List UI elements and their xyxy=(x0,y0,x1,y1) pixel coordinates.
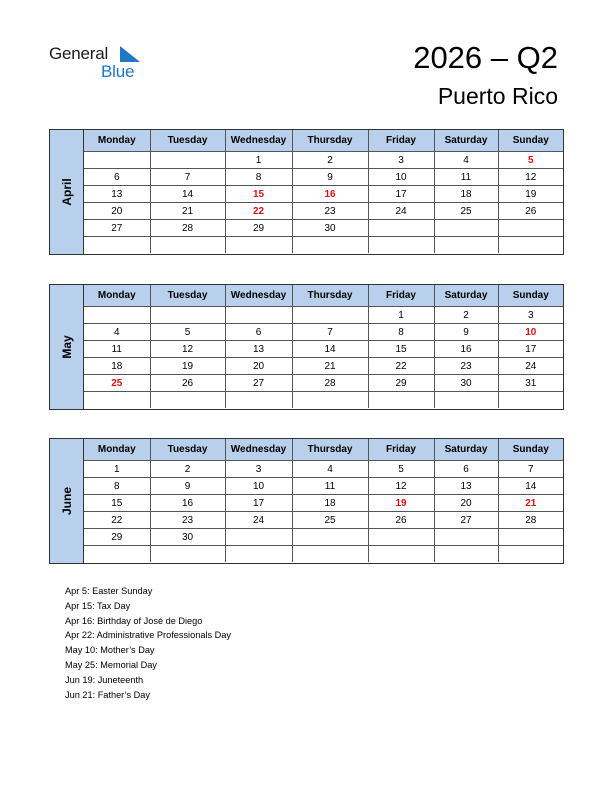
logo-general: General xyxy=(49,44,109,63)
day-cell: 20 xyxy=(225,358,292,375)
week-row xyxy=(84,358,563,375)
day-cell: 9 xyxy=(292,169,368,186)
day-cell: 25 xyxy=(434,203,498,220)
day-cell: 14 xyxy=(150,186,225,203)
weekday-header: Monday xyxy=(84,130,150,152)
day-cell: 4 xyxy=(434,152,498,169)
day-cell: 10 xyxy=(225,478,292,495)
week-row xyxy=(84,324,563,341)
day-cell: 2 xyxy=(434,307,498,324)
day-cell xyxy=(292,529,368,546)
day-cell: 9 xyxy=(434,324,498,341)
day-cell: 5 xyxy=(368,461,434,478)
holiday-item: Apr 5: Easter Sunday xyxy=(65,586,153,596)
day-cell: 27 xyxy=(225,375,292,392)
week-row xyxy=(84,152,563,169)
day-cell: 7 xyxy=(498,461,563,478)
day-cell xyxy=(434,220,498,237)
month-name: May xyxy=(60,335,74,359)
day-cell: 19 xyxy=(150,358,225,375)
day-cell: 1 xyxy=(225,152,292,169)
day-cell xyxy=(225,392,292,409)
day-cell: 2 xyxy=(150,461,225,478)
country-name: Puerto Rico xyxy=(437,83,558,109)
day-cell xyxy=(292,546,368,563)
week-row xyxy=(84,478,563,495)
month-label-column xyxy=(50,285,84,409)
day-cell: 31 xyxy=(498,375,563,392)
weekday-header: Tuesday xyxy=(150,130,225,152)
month-label-column xyxy=(50,130,84,254)
day-cell: 20 xyxy=(84,203,150,220)
day-cell: 29 xyxy=(225,220,292,237)
day-cell xyxy=(84,152,150,169)
weekday-header: Wednesday xyxy=(225,285,292,307)
day-cell: 6 xyxy=(84,169,150,186)
holiday-item: Jun 19: Juneteenth xyxy=(65,674,144,685)
day-cell xyxy=(434,392,498,409)
week-row xyxy=(84,237,563,254)
day-cell: 27 xyxy=(84,220,150,237)
day-cell: 21 xyxy=(498,495,563,512)
day-cell: 22 xyxy=(368,358,434,375)
day-cell: 17 xyxy=(225,495,292,512)
weekday-header: Friday xyxy=(368,439,434,461)
weekday-header: Saturday xyxy=(434,130,498,152)
day-cell xyxy=(292,307,368,324)
day-cell: 15 xyxy=(84,495,150,512)
logo-blue: Blue xyxy=(101,62,135,81)
weekday-header: Saturday xyxy=(434,439,498,461)
week-row xyxy=(84,375,563,392)
holiday-item: May 25: Memorial Day xyxy=(65,659,157,670)
day-cell: 9 xyxy=(150,478,225,495)
day-cell xyxy=(150,546,225,563)
month-calendar xyxy=(49,284,564,410)
day-cell: 29 xyxy=(84,529,150,546)
day-cell: 13 xyxy=(434,478,498,495)
day-cell: 26 xyxy=(368,512,434,529)
page-title: 2026 – Q2 xyxy=(413,40,558,75)
day-cell xyxy=(225,529,292,546)
month-grid xyxy=(84,439,563,562)
day-cell: 10 xyxy=(498,324,563,341)
day-cell: 15 xyxy=(368,341,434,358)
weekday-header: Friday xyxy=(368,285,434,307)
day-cell: 24 xyxy=(225,512,292,529)
day-cell xyxy=(84,546,150,563)
weekday-header: Sunday xyxy=(498,130,563,152)
day-cell: 28 xyxy=(292,375,368,392)
day-cell: 18 xyxy=(292,495,368,512)
day-cell: 18 xyxy=(84,358,150,375)
holiday-list xyxy=(65,584,231,702)
day-cell: 4 xyxy=(292,461,368,478)
day-cell: 26 xyxy=(150,375,225,392)
day-cell: 3 xyxy=(225,461,292,478)
day-cell: 11 xyxy=(434,169,498,186)
weekday-header: Sunday xyxy=(498,285,563,307)
day-cell: 19 xyxy=(368,495,434,512)
month-calendar xyxy=(49,129,564,255)
day-cell: 25 xyxy=(292,512,368,529)
day-cell xyxy=(292,392,368,409)
day-cell: 28 xyxy=(150,220,225,237)
day-cell xyxy=(225,237,292,254)
day-cell: 12 xyxy=(368,478,434,495)
day-cell xyxy=(434,546,498,563)
month-grid xyxy=(84,130,563,253)
day-cell: 30 xyxy=(434,375,498,392)
day-cell xyxy=(498,546,563,563)
logo xyxy=(49,44,149,84)
day-cell xyxy=(498,237,563,254)
weekday-header: Wednesday xyxy=(225,130,292,152)
month-grid xyxy=(84,285,563,408)
day-cell xyxy=(84,392,150,409)
day-cell: 17 xyxy=(368,186,434,203)
week-row xyxy=(84,461,563,478)
day-cell xyxy=(150,152,225,169)
day-cell: 26 xyxy=(498,203,563,220)
day-cell: 22 xyxy=(225,203,292,220)
day-cell xyxy=(150,237,225,254)
day-cell: 21 xyxy=(150,203,225,220)
day-cell: 10 xyxy=(368,169,434,186)
day-cell: 20 xyxy=(434,495,498,512)
holiday-item: Apr 16: Birthday of José de Diego xyxy=(65,615,203,626)
day-cell xyxy=(368,392,434,409)
day-cell: 23 xyxy=(434,358,498,375)
day-cell: 12 xyxy=(150,341,225,358)
day-cell: 8 xyxy=(84,478,150,495)
day-cell: 1 xyxy=(368,307,434,324)
day-cell: 17 xyxy=(498,341,563,358)
day-cell: 12 xyxy=(498,169,563,186)
day-cell: 29 xyxy=(368,375,434,392)
week-row xyxy=(84,341,563,358)
holiday-item: May 10: Mother’s Day xyxy=(65,645,155,656)
day-cell: 8 xyxy=(225,169,292,186)
day-cell xyxy=(292,237,368,254)
day-cell: 25 xyxy=(84,375,150,392)
day-cell xyxy=(434,237,498,254)
week-row xyxy=(84,529,563,546)
day-cell: 13 xyxy=(225,341,292,358)
day-cell: 21 xyxy=(292,358,368,375)
day-cell xyxy=(498,529,563,546)
month-name: April xyxy=(60,178,74,206)
day-cell: 8 xyxy=(368,324,434,341)
week-row xyxy=(84,392,563,409)
day-cell: 11 xyxy=(292,478,368,495)
weekday-header: Friday xyxy=(368,130,434,152)
month-calendar xyxy=(49,438,564,564)
month-label-column xyxy=(50,439,84,563)
day-cell: 14 xyxy=(498,478,563,495)
weekday-header: Saturday xyxy=(434,285,498,307)
weekday-header: Monday xyxy=(84,285,150,307)
day-cell xyxy=(150,307,225,324)
weekday-header: Tuesday xyxy=(150,285,225,307)
day-cell: 5 xyxy=(150,324,225,341)
day-cell: 2 xyxy=(292,152,368,169)
day-cell: 1 xyxy=(113,463,120,475)
day-cell xyxy=(150,392,225,409)
week-row xyxy=(84,169,563,186)
day-cell: 14 xyxy=(292,341,368,358)
weekday-header: Thursday xyxy=(292,130,368,152)
holiday-item: Jun 21: Father’s Day xyxy=(65,689,150,700)
day-cell xyxy=(368,237,434,254)
day-cell: 11 xyxy=(84,341,150,358)
day-cell: 30 xyxy=(150,529,225,546)
week-row xyxy=(84,495,563,512)
week-row xyxy=(84,220,563,237)
day-cell xyxy=(434,529,498,546)
holiday-item: Apr 22: Administrative Professionals Day xyxy=(65,630,231,641)
day-cell: 23 xyxy=(150,512,225,529)
day-cell: 13 xyxy=(84,186,150,203)
day-cell: 3 xyxy=(498,307,563,324)
day-cell: 24 xyxy=(498,358,563,375)
day-cell xyxy=(225,307,292,324)
day-cell: 27 xyxy=(434,512,498,529)
day-cell: 3 xyxy=(368,152,434,169)
week-row xyxy=(84,203,563,220)
day-cell xyxy=(498,220,563,237)
day-cell: 16 xyxy=(150,495,225,512)
day-cell: 23 xyxy=(292,203,368,220)
day-cell: 6 xyxy=(434,461,498,478)
day-cell xyxy=(368,220,434,237)
week-row xyxy=(84,307,563,324)
week-row xyxy=(84,186,563,203)
day-cell: 5 xyxy=(498,152,563,169)
day-cell: 4 xyxy=(84,324,150,341)
day-cell: 6 xyxy=(225,324,292,341)
logo-triangle-icon xyxy=(120,46,140,62)
week-row xyxy=(84,512,563,529)
day-cell: 19 xyxy=(498,186,563,203)
weekday-header: Tuesday xyxy=(150,439,225,461)
day-cell: 15 xyxy=(225,186,292,203)
weekday-header: Thursday xyxy=(292,439,368,461)
weekday-header: Sunday xyxy=(498,439,563,461)
day-cell xyxy=(84,307,150,324)
weekday-header: Thursday xyxy=(292,285,368,307)
day-cell: 22 xyxy=(84,512,150,529)
week-row xyxy=(84,546,563,563)
day-cell xyxy=(368,529,434,546)
day-cell: 30 xyxy=(292,220,368,237)
day-cell: 18 xyxy=(434,186,498,203)
day-cell: 16 xyxy=(292,186,368,203)
day-cell xyxy=(225,546,292,563)
day-cell: 24 xyxy=(368,203,434,220)
day-cell: 16 xyxy=(434,341,498,358)
day-cell: 28 xyxy=(498,512,563,529)
day-cell: 7 xyxy=(292,324,368,341)
month-name: June xyxy=(60,486,74,516)
weekday-header: Monday xyxy=(84,439,150,461)
weekday-header: Wednesday xyxy=(225,439,292,461)
day-cell xyxy=(84,237,150,254)
day-cell: 7 xyxy=(150,169,225,186)
holiday-item: Apr 15: Tax Day xyxy=(65,600,131,611)
day-cell xyxy=(498,392,563,409)
day-cell xyxy=(368,546,434,563)
